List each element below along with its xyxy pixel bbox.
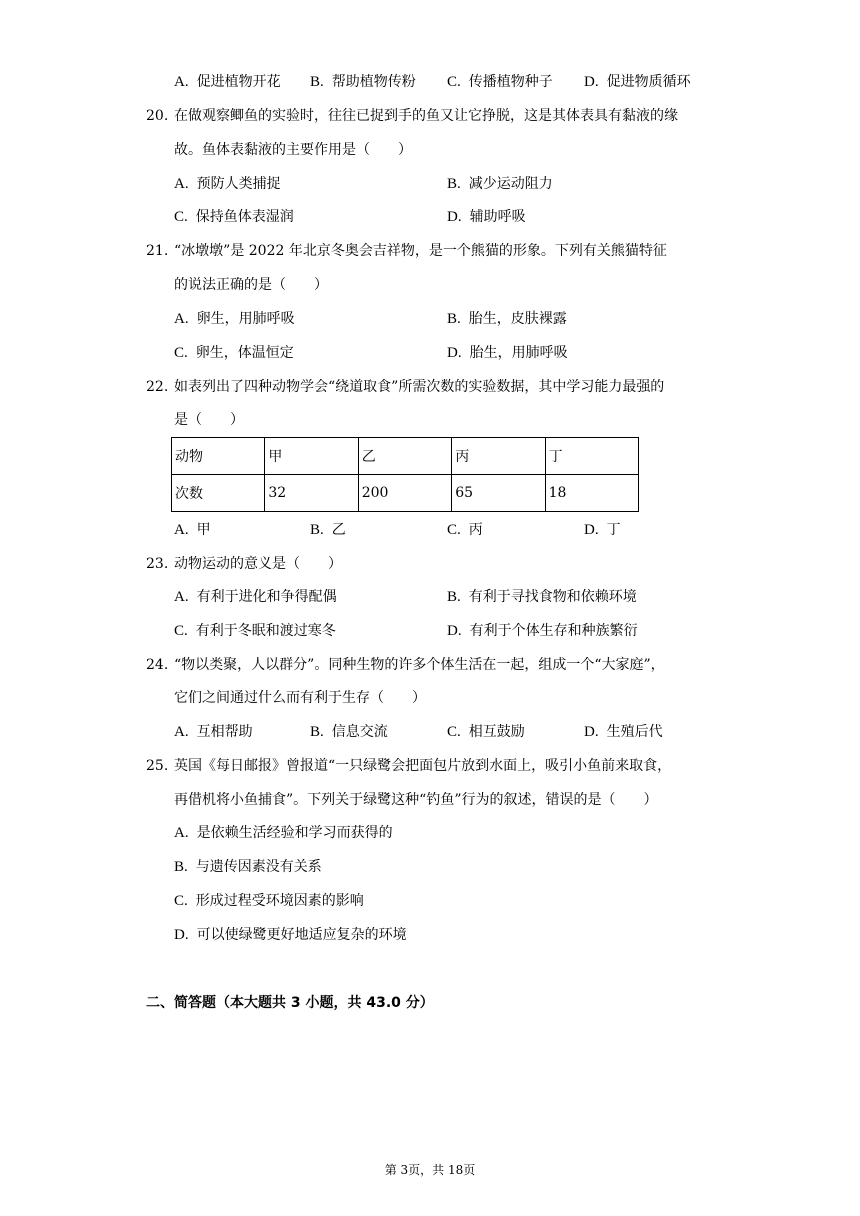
q23-option-d: [447, 621, 638, 641]
option-label: C.: [447, 74, 461, 90]
option-text: 相互鼓励: [468, 724, 525, 740]
q21-option-c: [174, 343, 294, 363]
option-label: B.: [447, 589, 461, 605]
option-text: 有利于冬眠和渡过寒冬: [195, 623, 336, 639]
option-label: B.: [447, 311, 461, 327]
option-text: 与遗传因素没有关系: [195, 859, 322, 875]
option-text: 是依赖生活经验和学习而获得的: [196, 825, 393, 841]
table-cell: 丁: [545, 438, 638, 475]
option-text: 帮助植物传粉: [331, 74, 416, 90]
question-25-text-line2: 再借机将小鱼捕食”。下列关于绿鹭这种“钓鱼”行为的叙述，错误的是（ ）: [174, 792, 658, 808]
table-cell: 次数: [172, 475, 265, 512]
question-24-text-line2: 它们之间通过什么而有利于生存（ ）: [174, 690, 426, 706]
q22-option-d: [584, 520, 621, 540]
q24-option-c: [447, 722, 525, 742]
q23-option-b: [447, 587, 637, 607]
option-text: 促进物质循环: [606, 74, 691, 90]
q23-option-c: [174, 621, 336, 641]
q20-option-b: [447, 174, 553, 194]
option-text: 辅助呼吸: [469, 209, 526, 225]
option-label: A.: [174, 724, 189, 740]
option-label: C.: [447, 724, 461, 740]
option-text: 有利于个体生存和种族繁衍: [469, 623, 638, 639]
option-text: 预防人类捕捉: [196, 176, 281, 192]
option-text: 有利于寻找食物和依赖环境: [468, 589, 637, 605]
table-cell: 32: [265, 475, 358, 512]
option-label: B.: [447, 176, 461, 192]
option-label: C.: [174, 209, 188, 225]
option-text: 甲: [196, 522, 211, 538]
q21-option-b: [447, 309, 567, 329]
q25-option-b: [174, 857, 322, 877]
option-text: 乙: [331, 522, 346, 538]
question-21-text-line2: 的说法正确的是（ ）: [174, 277, 328, 293]
option-label: A.: [174, 74, 189, 90]
q19-option-c: [447, 72, 553, 92]
q19-option-d: [584, 72, 691, 92]
question-number-20: 20.: [146, 108, 169, 124]
q19-option-a: [174, 72, 281, 92]
option-label: B.: [174, 859, 188, 875]
q22-option-b: [310, 520, 346, 540]
question-number-24: 24.: [146, 657, 169, 673]
option-label: C.: [174, 893, 188, 909]
option-text: 卵生，体温恒定: [195, 345, 294, 361]
option-label: A.: [174, 589, 189, 605]
table-cell: 动物: [172, 438, 265, 475]
q19-option-b: [310, 72, 416, 92]
option-text: 传播植物种子: [468, 74, 553, 90]
option-text: 互相帮助: [196, 724, 253, 740]
q20-option-a: [174, 174, 281, 194]
q25-option-d: [174, 925, 407, 945]
option-label: B.: [310, 724, 324, 740]
table-cell: 甲: [265, 438, 358, 475]
table-row: [172, 475, 639, 512]
question-21-text-line1: “冰墩墩”是 2022 年北京冬奥会吉祥物，是一个熊猫的形象。下列有关熊猫特征: [174, 243, 667, 259]
question-number-25: 25.: [146, 758, 169, 774]
q22-option-a: [174, 520, 211, 540]
q24-option-d: [584, 722, 663, 742]
option-label: A.: [174, 176, 189, 192]
option-label: D.: [447, 345, 462, 361]
question-25-text-line1: 英国《每日邮报》曾报道“一只绿鹭会把面包片放到水面上，吸引小鱼前来取食，: [174, 758, 672, 774]
option-text: 丁: [606, 522, 621, 538]
option-label: C.: [447, 522, 461, 538]
option-text: 可以使绿鹭更好地适应复杂的环境: [196, 927, 407, 943]
option-label: D.: [447, 209, 462, 225]
option-label: D.: [584, 724, 599, 740]
option-text: 减少运动阻力: [468, 176, 553, 192]
q20-option-d: [447, 207, 526, 227]
option-text: 胎生，皮肤裸露: [468, 311, 567, 327]
q23-option-a: [174, 587, 337, 607]
question-20-text-line2: 故。鱼体表黏液的主要作用是（ ）: [174, 142, 412, 158]
q24-option-a: [174, 722, 253, 742]
question-22-text-line2: 是（ ）: [174, 412, 244, 428]
question-24-text-line1: “物以类聚，人以群分”。同种生物的许多个体生活在一起，组成一个“大家庭”，: [174, 657, 665, 673]
question-22-text-line1: 如表列出了四种动物学会“绕道取食”所需次数的实验数据，其中学习能力最强的: [174, 379, 665, 395]
option-label: D.: [447, 623, 462, 639]
option-text: 促进植物开花: [196, 74, 281, 90]
q25-option-c: [174, 891, 364, 911]
table-cell: 乙: [358, 438, 451, 475]
option-label: A.: [174, 522, 189, 538]
option-label: B.: [310, 74, 324, 90]
question-number-22: 22.: [146, 379, 169, 395]
page-footer: 第 3页，共 18页: [384, 1163, 476, 1177]
option-label: B.: [310, 522, 324, 538]
table-row-header: [172, 438, 639, 475]
option-text: 丙: [468, 522, 483, 538]
option-text: 胎生，用肺呼吸: [469, 345, 568, 361]
table-cell: 丙: [452, 438, 545, 475]
option-label: C.: [174, 623, 188, 639]
option-label: D.: [584, 522, 599, 538]
option-label: A.: [174, 311, 189, 327]
question-20-text-line1: 在做观察鲫鱼的实验时，往往已捉到手的鱼又让它挣脱，这是其体表具有黏液的缘: [174, 108, 678, 124]
table-cell: 200: [358, 475, 451, 512]
q24-option-b: [310, 722, 388, 742]
q21-option-a: [174, 309, 295, 329]
table-cell: 18: [545, 475, 638, 512]
q22-option-c: [447, 520, 483, 540]
section-heading: 二、简答题（本大题共 3 小题，共 43.0 分）: [146, 995, 434, 1011]
question-number-21: 21.: [146, 243, 169, 259]
option-text: 生殖后代: [606, 724, 663, 740]
option-text: 卵生，用肺呼吸: [196, 311, 295, 327]
option-label: C.: [174, 345, 188, 361]
option-text: 形成过程受环境因素的影响: [195, 893, 364, 909]
question-number-23: 23.: [146, 556, 169, 572]
option-label: D.: [584, 74, 599, 90]
q20-option-c: [174, 207, 294, 227]
option-text: 有利于进化和争得配偶: [196, 589, 337, 605]
data-table: [171, 437, 639, 512]
table-cell: 65: [452, 475, 545, 512]
option-text: 保持鱼体表湿润: [195, 209, 294, 225]
option-label: D.: [174, 927, 189, 943]
option-text: 信息交流: [331, 724, 388, 740]
q25-option-a: [174, 823, 393, 843]
q21-option-d: [447, 343, 568, 363]
question-23-text-line1: 动物运动的意义是（ ）: [174, 556, 342, 572]
option-label: A.: [174, 825, 189, 841]
